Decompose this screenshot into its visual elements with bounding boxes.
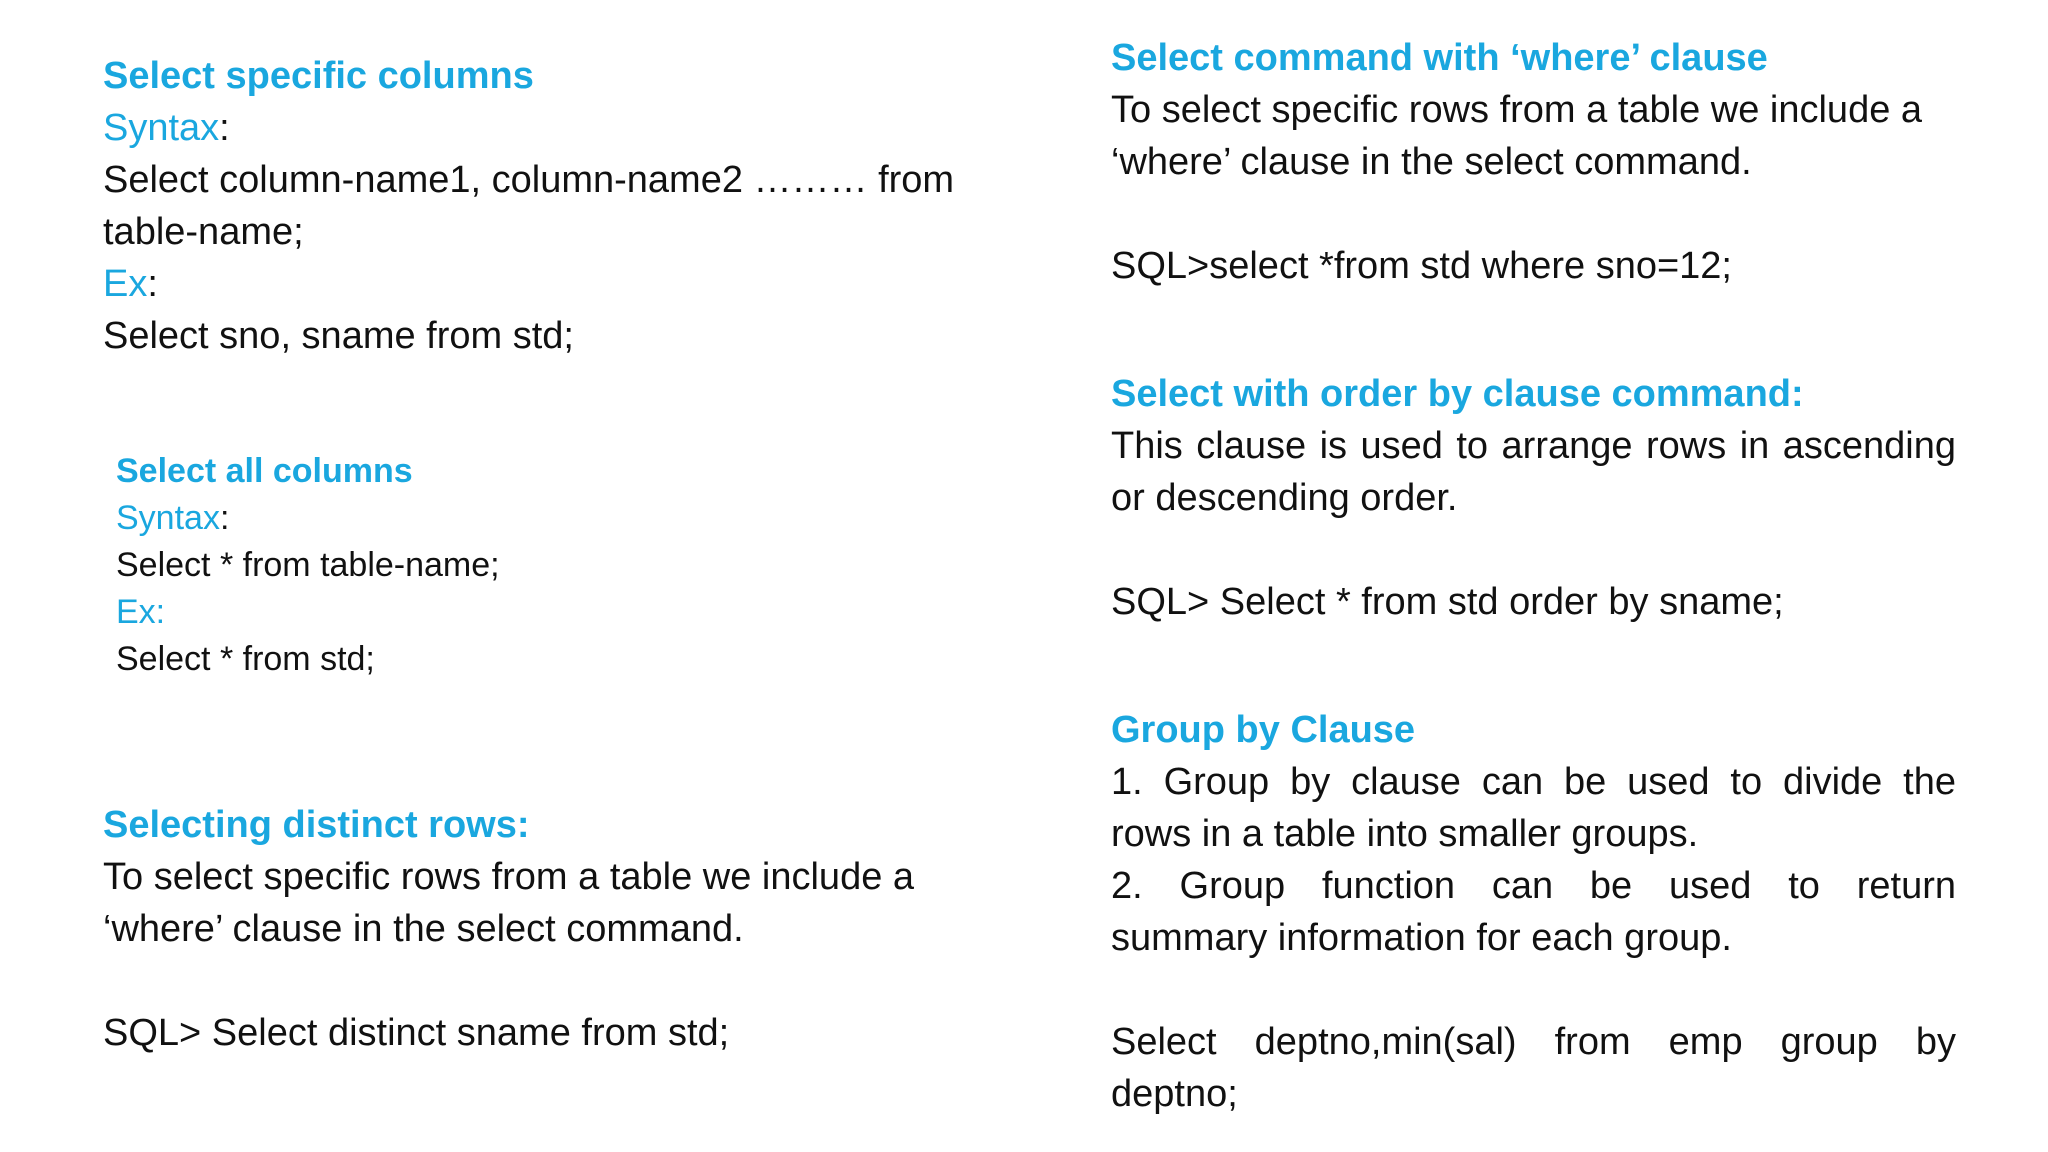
example-text: SQL>select *from std where sno=12; [1111, 245, 1732, 287]
example-text: Select * from std; [116, 640, 375, 678]
description-line2: ‘where’ clause in the select command. [1111, 141, 1752, 183]
example-label: Ex [103, 263, 148, 305]
section-title: Select specific columns [103, 55, 534, 97]
example-line1: Select deptno,min(sal) from emp group by [1111, 1021, 1956, 1063]
section-title: Group by Clause [1111, 709, 1416, 751]
description-line1: To select specific rows from a table we include a [1111, 89, 1923, 131]
blank-line [1111, 188, 1961, 240]
point2-line2: summary information for each group. [1111, 917, 1732, 959]
section-select-order-by [1111, 368, 1961, 628]
syntax-text-line1: Select column-name1, column-name2 ……… from [103, 159, 955, 201]
example-label: Ex: [116, 593, 166, 631]
description-line1: This clause is used to arrange rows in ascending [1111, 425, 1956, 467]
syntax-label: Syntax [116, 499, 220, 537]
example-text: SQL> Select * from std order by sname; [1111, 581, 1784, 623]
description-line1: To select specific rows from a table we include a [103, 856, 915, 898]
blank-line [1111, 524, 1961, 576]
example-text: SQL> Select distinct sname from std; [103, 1012, 730, 1054]
point2-line1: 2. Group function can be used to return [1111, 865, 1956, 907]
description-line2: ‘where’ clause in the select command. [103, 908, 744, 950]
section-select-all-columns [116, 448, 976, 683]
description-line2: or descending order. [1111, 477, 1458, 519]
point1-line1: 1. Group by clause can be used to divide the [1111, 761, 1956, 803]
point1-line2: rows in a table into smaller groups. [1111, 813, 1699, 855]
syntax-text-line2: table-name; [103, 211, 304, 253]
section-select-specific-columns [103, 50, 1003, 362]
blank-line [1111, 964, 1961, 1016]
syntax-label: Syntax [103, 107, 220, 149]
section-title: Select all columns [116, 452, 413, 490]
section-title: Selecting distinct rows: [103, 804, 530, 846]
section-title: Select with order by clause command: [1111, 373, 1804, 415]
example-colon: : [147, 263, 158, 305]
syntax-colon: : [219, 107, 230, 149]
blank-line [103, 955, 1003, 1007]
syntax-colon: : [219, 499, 230, 537]
example-text: Select sno, sname from std; [103, 315, 574, 357]
section-select-where-clause [1111, 32, 1961, 292]
section-selecting-distinct-rows [103, 799, 1003, 1059]
syntax-text: Select * from table-name; [116, 546, 500, 584]
example-line2: deptno; [1111, 1073, 1238, 1115]
section-group-by-clause [1111, 704, 1961, 1120]
section-title: Select command with ‘where’ clause [1111, 37, 1768, 79]
